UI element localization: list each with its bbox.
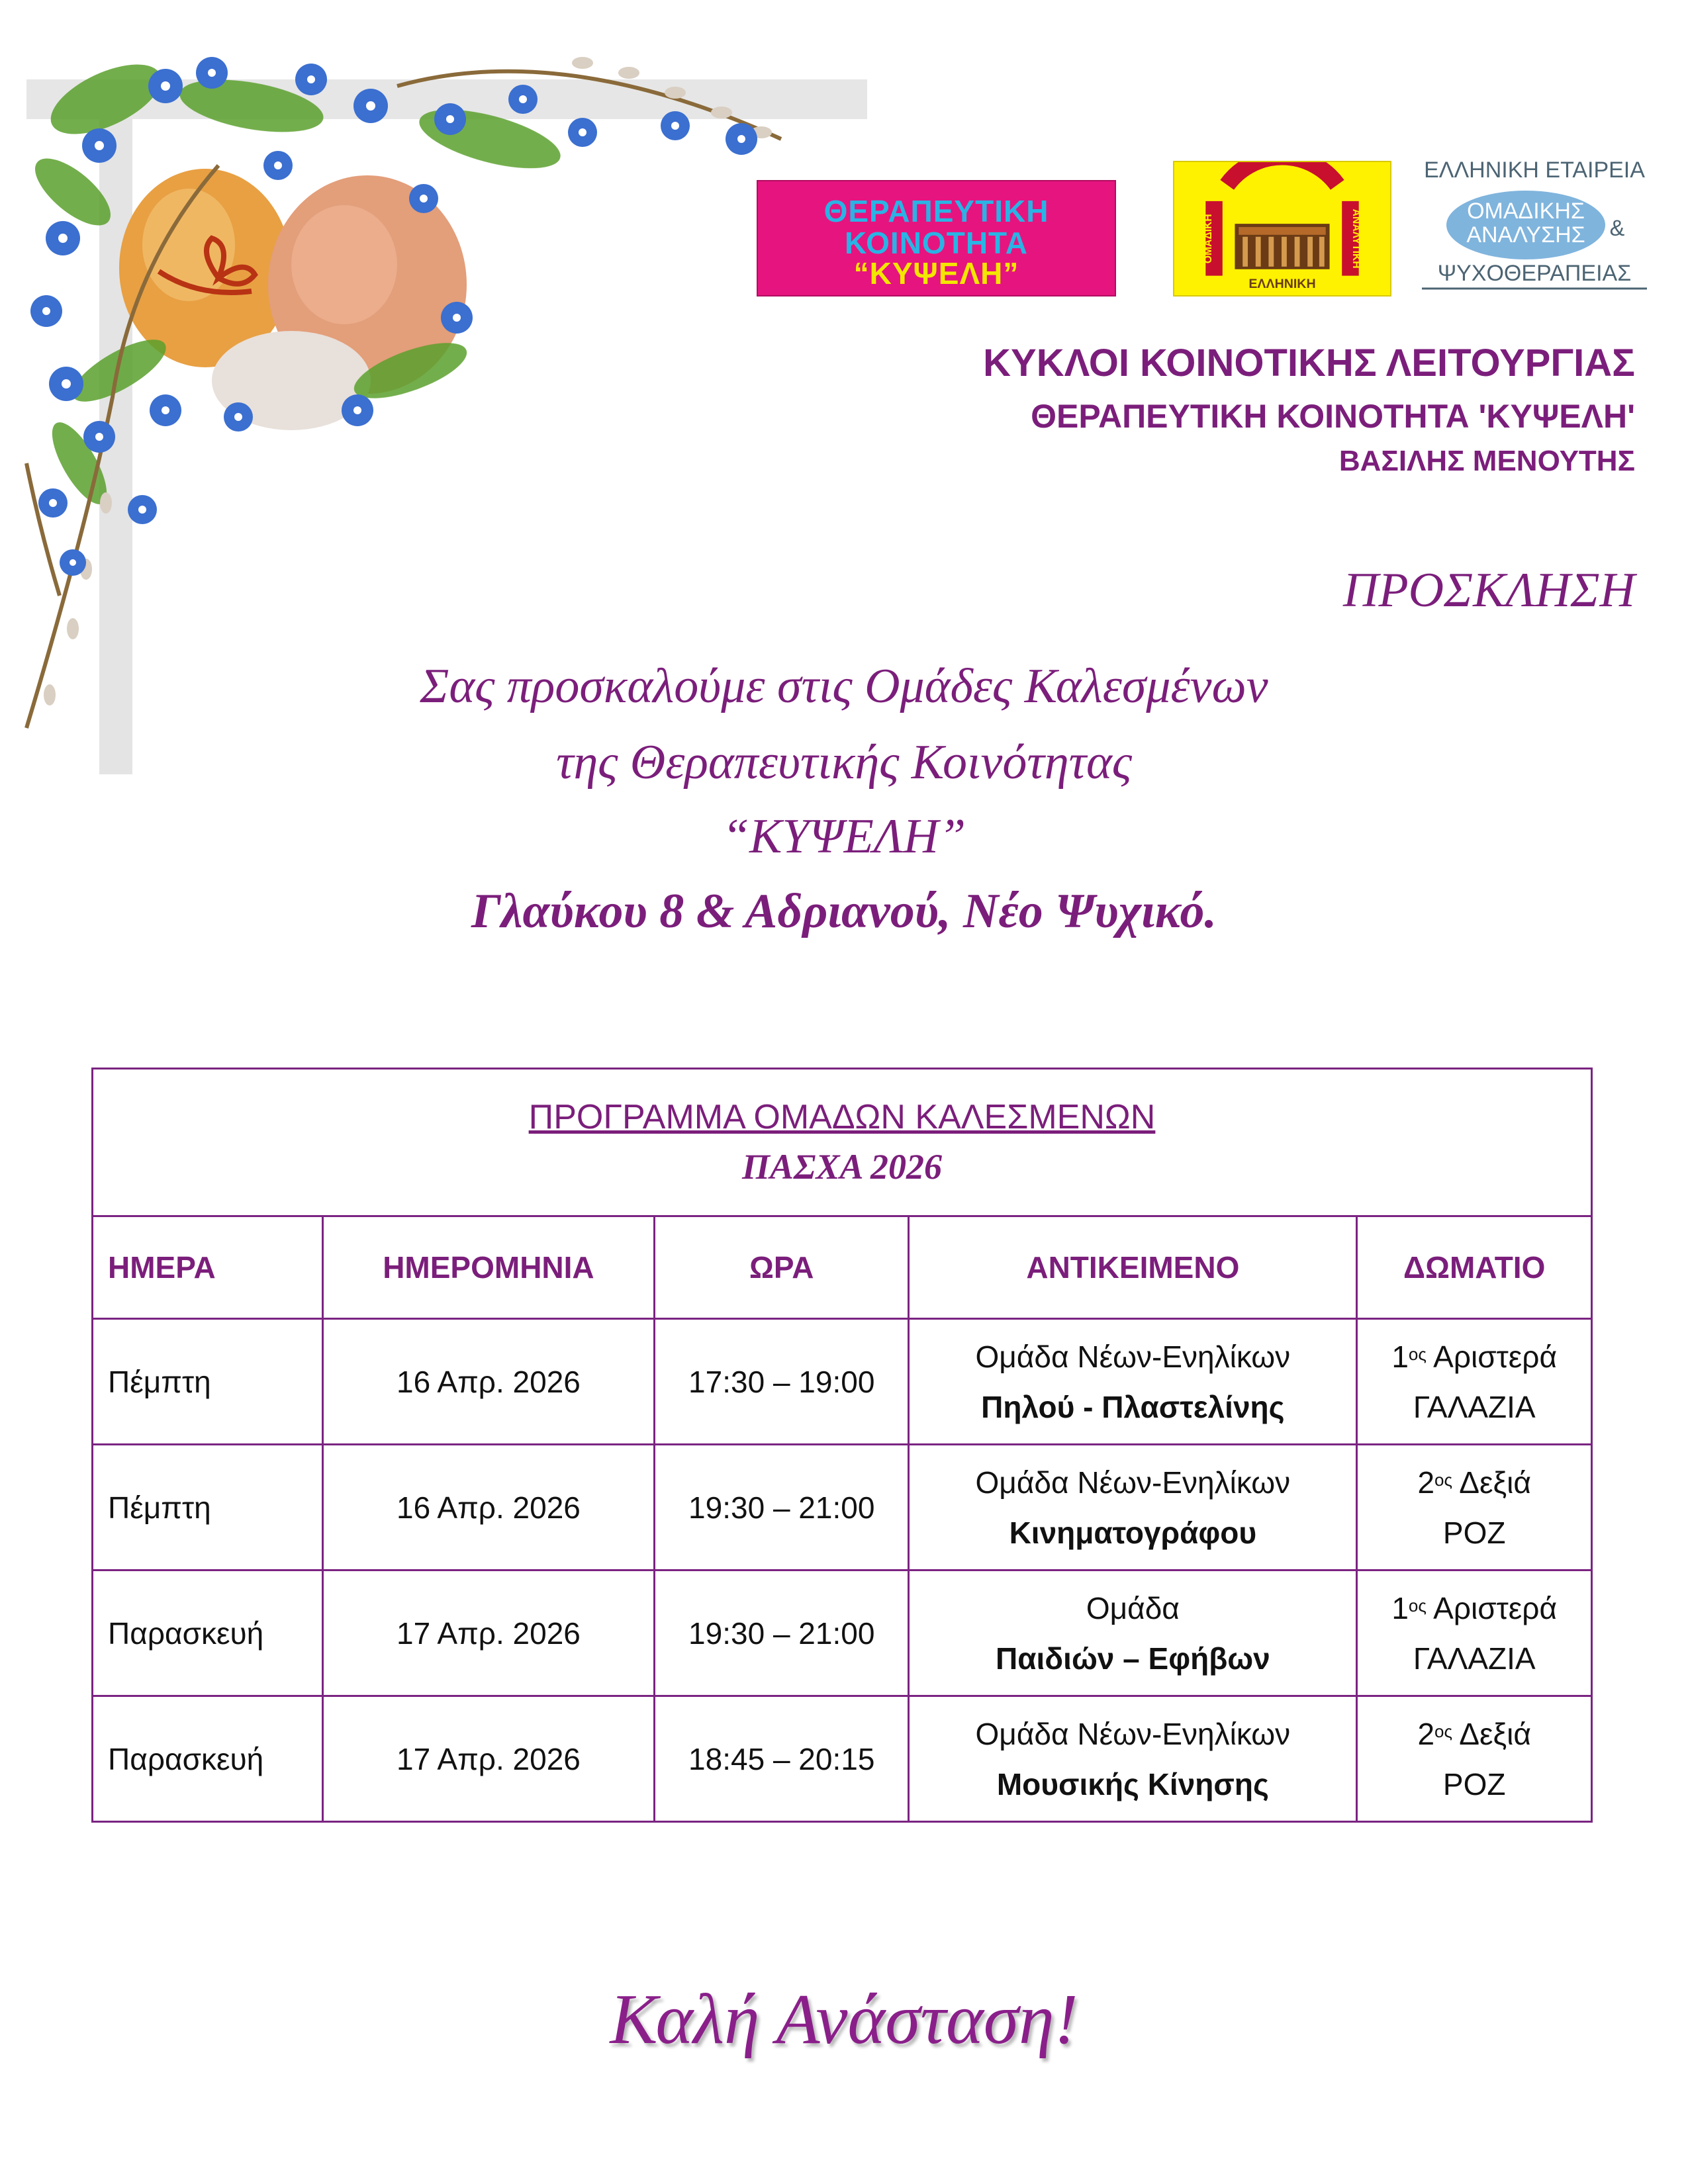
table-title-cell <box>93 1069 1592 1216</box>
subject-group: Ομάδα Νέων-Ενηλίκων <box>975 1339 1291 1374</box>
cell-subject <box>909 1445 1357 1570</box>
cell-room <box>1357 1445 1592 1570</box>
invitation-line: “ΚΥΨΕΛΗ” <box>722 809 966 864</box>
schedule-title: ΠΡΟΓΡΑΜΜΑ ΟΜΑΔΩΝ ΚΑΛΕΣΜΕΝΩΝ <box>528 1098 1156 1136</box>
room-floor-suffix: ος <box>1434 1469 1453 1490</box>
schedule-table <box>91 1068 1593 1823</box>
logo-text-line: “ΚΥΨΕΛΗ” <box>853 256 1019 291</box>
invitation-line: της Θεραπευτικής Κοινότητας <box>556 735 1132 790</box>
organizer-name: ΒΑΣΙΛΗΣ ΜΕΝΟΥΤΗΣ <box>1338 445 1635 477</box>
subject-group: Ομάδα Νέων-Ενηλίκων <box>975 1716 1291 1751</box>
column-header-day: ΗΜΕΡΑ <box>93 1216 323 1319</box>
column-header-subject: ΑΝΤΙΚΕΙΜΕΝΟ <box>909 1216 1357 1319</box>
logo-text-line: ΚΟΙΝΩΝΙΑ <box>1243 175 1321 193</box>
cell-time: 18:45 – 20:15 <box>655 1696 909 1822</box>
logo-text-line: ΨΥΧΟΘΕΡΑΠΕΙΑΣ <box>1437 261 1632 286</box>
logo-text-line: ΟΜΑΔΙΚΗΣ <box>1467 199 1585 224</box>
invitation-line: Σας προσκαλούμε στις Ομάδες Καλεσμένων <box>420 659 1268 713</box>
greek-group-analysis-association-logo <box>1417 154 1652 293</box>
cell-date: 17 Απρ. 2026 <box>322 1696 654 1822</box>
subject-topic: Κινηματογράφου <box>1009 1515 1257 1550</box>
logo-text-line: ΟΜΑΔΙΚΗ <box>1203 214 1215 264</box>
room-floor: 2 <box>1417 1465 1435 1500</box>
subject-group: Ομάδα Νέων-Ενηλίκων <box>975 1465 1291 1500</box>
cell-room <box>1357 1696 1592 1822</box>
easter-greeting: Καλή Ανάσταση! <box>610 1980 1078 2059</box>
invitation-address: Γλαύκου 8 & Αδριανού, Νέο Ψυχικό. <box>471 884 1217 938</box>
logo-text-line: ΑΝΑΛΥΣΗΣ <box>1466 222 1585 248</box>
room-floor: 1 <box>1391 1339 1409 1374</box>
subject-topic: Πηλού - Πλαστελίνης <box>981 1389 1285 1424</box>
cell-room <box>1357 1319 1592 1445</box>
cell-time: 19:30 – 21:00 <box>655 1570 909 1696</box>
room-side: Αριστερά <box>1426 1590 1558 1625</box>
cell-date: 16 Απρ. 2026 <box>322 1445 654 1570</box>
cell-time: 19:30 – 21:00 <box>655 1445 909 1570</box>
room-floor: 1 <box>1391 1590 1409 1625</box>
room-floor-suffix: ος <box>1408 1595 1427 1615</box>
column-header-room: ΔΩΜΑΤΙΟ <box>1357 1216 1592 1319</box>
table-row <box>93 1570 1592 1696</box>
room-color: ΓΑΛΑΖΙΑ <box>1413 1389 1536 1424</box>
cell-date: 17 Απρ. 2026 <box>322 1570 654 1696</box>
logo-text-line: ΑΝΑΛΥΤΙΚΗ <box>1350 208 1362 269</box>
room-color: ΡΟΖ <box>1442 1515 1506 1550</box>
logo-text-line: ΕΛΛΗΝΙΚΗ ΕΤΑΙΡΕΙΑ <box>1424 158 1645 183</box>
cell-day: Παρασκευή <box>93 1570 323 1696</box>
table-header-row <box>93 1216 1592 1319</box>
logo-text-line: & <box>1609 216 1625 241</box>
table-row <box>93 1319 1592 1445</box>
logo-text-line: ΚΟΙΝΟΤΗΤΑ <box>845 226 1028 260</box>
greek-group-analytic-society-logo <box>1173 161 1391 296</box>
schedule-subtitle: ΠΑΣΧΑ 2026 <box>741 1147 942 1187</box>
cell-day: Παρασκευή <box>93 1696 323 1822</box>
subject-topic: Παιδιών – Εφήβων <box>995 1641 1270 1676</box>
logo-text-line: ΕΛΛΗΝΙΚΗ <box>1248 277 1316 292</box>
room-side: Δεξιά <box>1452 1716 1531 1751</box>
table-title-row <box>93 1069 1592 1216</box>
cell-day: Πέμπτη <box>93 1445 323 1570</box>
cell-room <box>1357 1570 1592 1696</box>
invitation-title: ΠΡΟΣΚΛΗΣΗ <box>1343 563 1635 617</box>
therapeutic-community-logo <box>757 180 1116 296</box>
circles-title: ΚΥΚΛΟΙ ΚΟΙΝΟΤΙΚΗΣ ΛΕΙΤΟΥΡΓΙΑΣ <box>983 341 1635 385</box>
room-side: Δεξιά <box>1452 1465 1531 1500</box>
cell-day: Πέμπτη <box>93 1319 323 1445</box>
room-floor: 2 <box>1417 1716 1435 1751</box>
room-side: Αριστερά <box>1426 1339 1558 1374</box>
table-row <box>93 1696 1592 1822</box>
cell-subject <box>909 1319 1357 1445</box>
cell-subject <box>909 1570 1357 1696</box>
community-name: ΘΕΡΑΠΕΥΤΙΚΗ ΚΟΙΝΟΤΗΤΑ 'ΚΥΨΕΛΗ' <box>1031 398 1635 435</box>
subject-topic: Μουσικής Κίνησης <box>996 1766 1269 1801</box>
cell-time: 17:30 – 19:00 <box>655 1319 909 1445</box>
table-row <box>93 1445 1592 1570</box>
logo-text-line: ΘΕΡΑΠΕΥΤΙΚΗ <box>823 194 1049 228</box>
subject-group: Ομάδα <box>1086 1590 1180 1625</box>
room-floor-suffix: ος <box>1408 1343 1427 1364</box>
cell-subject <box>909 1696 1357 1822</box>
room-color: ΡΟΖ <box>1442 1766 1506 1801</box>
column-header-date: ΗΜΕΡΟΜΗΝΙΑ <box>322 1216 654 1319</box>
column-header-time: ΩΡΑ <box>655 1216 909 1319</box>
cell-date: 16 Απρ. 2026 <box>322 1319 654 1445</box>
room-color: ΓΑΛΑΖΙΑ <box>1413 1641 1536 1676</box>
room-floor-suffix: ος <box>1434 1721 1453 1741</box>
